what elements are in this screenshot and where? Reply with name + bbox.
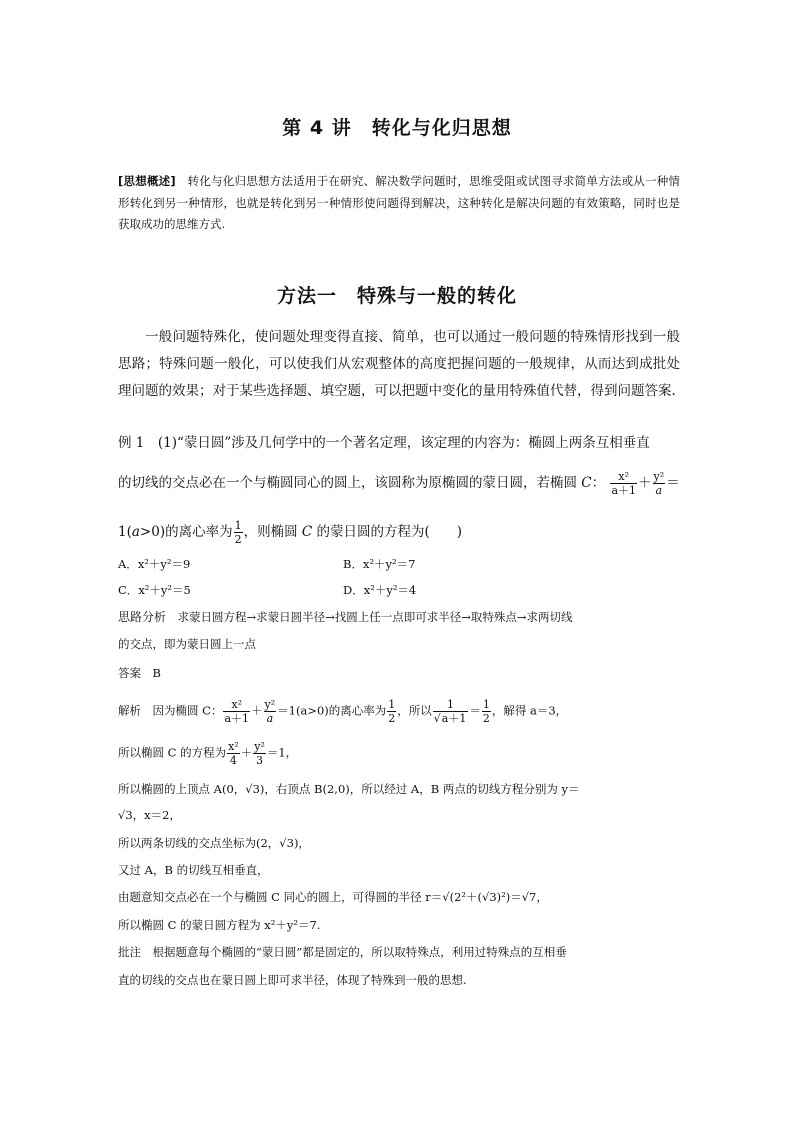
comment-line-2: 直的切线的交点也在蒙日圆上即可求半径，体现了特殊到一般的思想. (118, 973, 467, 987)
choice-c: C．x²＋y²＝5 (118, 583, 191, 597)
intro-paragraph: 一般问题特殊化，使问题处理变得直接、简单，也可以通过一般问题的特殊情形找到一般思路；特殊问题一般化，可以使我们从宏观整体的高度把握问题的一般规律，从而达到成批处理问题的效果；对于某些选择题、填空题，可以把题中变化的量用特殊值代替，得到问题答案. (118, 329, 680, 399)
overview-label: [思想概述] (118, 174, 176, 188)
fraction-x2-over-a1: $\frac{\text{x²}}{a+1}$ (611, 470, 636, 497)
choice-a: A．x²＋y²＝9 (118, 557, 191, 571)
fraction-one-half: $\frac{1}{2}$ (234, 519, 242, 546)
page-title: 第 4 讲 转化与化归思想 (282, 117, 512, 139)
solution-line-6: 又过 A，B 的切线互相垂直， (118, 863, 269, 877)
solution-line-8: 所以椭圆 C 的蒙日圆方程为 x²＋y²＝7. (118, 918, 321, 932)
solution-line-7: 由题意知交点必在一个与椭圆 C 同心的圆上，可得圆的半径 r＝√(2²＋(√3)²)＝√7， (118, 890, 548, 904)
overview-text: 转化与化归思想方法适用于在研究、解决数学问题时，思维受阻或试图寻求简单方法或从一种情形转化到另一种情形，也就是转化到另一种情形使问题得到解决，这种转化是解决问题的有效策略，同时也是获取成功的思维方式. (118, 174, 680, 231)
section-title: 方法一 特殊与一般的转化 (276, 285, 517, 307)
solution-line-2: 所以椭圆 C 的方程为 $\frac{\text{x²}}{4}$ ＋ $\frac{\text{y²}}{3}$ ＝1， (118, 740, 298, 767)
fraction-y2-over-a: $\frac{\text{y²}}{a}$ (653, 470, 665, 497)
example-line-3: 1(a>0)的离心率为 $\frac{1}{2}$ ，则椭圆 C 的蒙日圆的方程为( ) (118, 519, 463, 546)
analysis-line-1: 思路分析 求蒙日圆方程→求蒙日圆半径→找圆上任一点即可求半径→取特殊点→求两切线 (118, 610, 573, 624)
comment-line-1: 批注 根据题意每个椭圆的“蒙日圆”都是固定的，所以取特殊点，利用过特殊点的互相垂 (118, 945, 567, 959)
solution-line-4: √3，x＝2， (118, 808, 181, 822)
choice-b: B．x²＋y²＝7 (343, 557, 416, 571)
answer-line: 答案 B (118, 666, 161, 680)
analysis-line-2: 的交点，即为蒙日圆上一点 (118, 637, 256, 651)
overview-paragraph (118, 171, 680, 236)
example-line-1: 例 1 (1)“蒙日圆”涉及几何学中的一个著名定理，该定理的内容为：椭圆上两条互相垂直 (118, 435, 650, 451)
solution-line-3: 所以椭圆的上顶点 A(0，√3)，右顶点 B(2,0)，所以经过 A，B 两点的切线方程分别为 y＝ (118, 782, 580, 796)
solution-line-1: 解析 因为椭圆 C： $\frac{\text{x²}}{a+1}$ ＋ $\frac{\text{y²}}{a}$ ＝1(a>0)的离心率为 $\frac{1}{2}$ ，所以 $\frac{1}{√a+1}$ ＝ $\frac{1}{2}$ ，解得 a＝3， (118, 698, 568, 725)
solution-line-5: 所以两条切线的交点坐标为(2，√3)， (118, 836, 310, 850)
choice-d: D．x²＋y²＝4 (343, 583, 417, 597)
example-line-2: 的切线的交点必在一个与椭圆同心的圆上，该圆称为原椭圆的蒙日圆，若椭圆 C： $\frac{\text{x²}}{a+1}$ ＋ $\frac{\text{y²}}{a}$ ＝ (118, 470, 680, 497)
